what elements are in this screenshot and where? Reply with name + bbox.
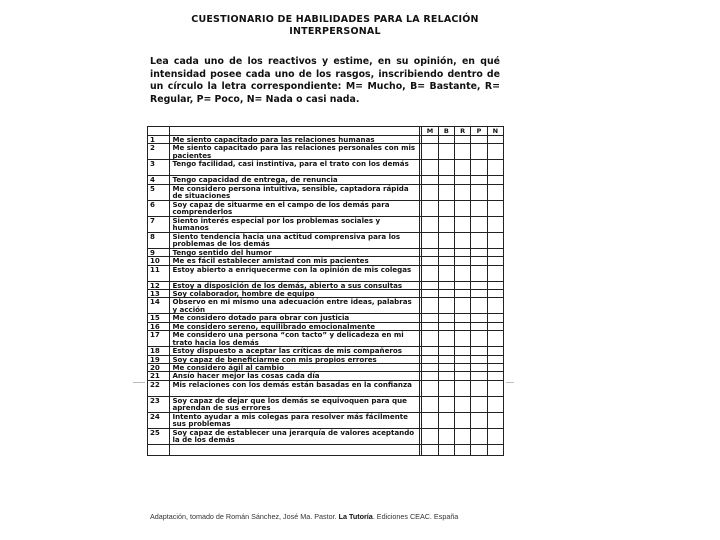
answer-cell-r[interactable] xyxy=(455,290,471,298)
question-text: Soy capaz de beneficiarme con mis propios errores xyxy=(170,355,420,363)
answer-cell-n[interactable] xyxy=(487,364,503,372)
question-number: 25 xyxy=(148,428,170,444)
answer-cell-p[interactable] xyxy=(471,322,487,330)
question-text: Siento interés especial por los problemas sociales y humanos xyxy=(170,216,420,232)
question-text: Me considero persona intuitiva, sensible, captadora rápida de situaciones xyxy=(170,184,420,200)
question-text: Soy capaz de situarme en el campo de los demás para comprenderlos xyxy=(170,200,420,216)
answer-cell-r[interactable] xyxy=(455,248,471,256)
answer-cell-b[interactable] xyxy=(438,257,454,265)
answer-cell-b[interactable] xyxy=(438,355,454,363)
question-number: 3 xyxy=(148,160,170,176)
answer-cell-p[interactable] xyxy=(471,290,487,298)
question-row xyxy=(148,232,504,248)
answer-cell-m[interactable] xyxy=(422,290,438,298)
answer-cell-n[interactable] xyxy=(487,216,503,232)
question-number: 4 xyxy=(148,176,170,184)
question-text: Tengo facilidad, casi instintiva, para el trato con los demás xyxy=(170,160,420,176)
answer-cell-p[interactable] xyxy=(471,200,487,216)
answer-cell-m[interactable] xyxy=(422,322,438,330)
question-number: 9 xyxy=(148,248,170,256)
answer-cell-m[interactable] xyxy=(422,331,438,347)
answer-cell-r[interactable] xyxy=(455,364,471,372)
answer-cell-m[interactable] xyxy=(422,248,438,256)
answer-cell-b[interactable] xyxy=(438,176,454,184)
credit-book-title: La Tutoría xyxy=(338,512,373,521)
question-text: Tengo capacidad de entrega, de renuncia xyxy=(170,176,420,184)
question-number: 5 xyxy=(148,184,170,200)
question-number: 8 xyxy=(148,232,170,248)
answer-cell-b[interactable] xyxy=(438,144,454,160)
answer-cell-b[interactable] xyxy=(438,298,454,314)
answer-cell-m[interactable] xyxy=(422,281,438,289)
answer-cell-m[interactable] xyxy=(422,380,438,396)
answer-cell-b[interactable] xyxy=(438,248,454,256)
answer-cell-p[interactable] xyxy=(471,347,487,355)
answer-cell-m[interactable] xyxy=(422,184,438,200)
question-text: Observo en mi mismo una adecuación entre ideas, palabras y acción xyxy=(170,298,420,314)
answer-cell-p[interactable] xyxy=(471,298,487,314)
header-p: P xyxy=(471,127,487,136)
question-number: 14 xyxy=(148,298,170,314)
answer-cell-m[interactable] xyxy=(422,144,438,160)
answer-cell-b[interactable] xyxy=(438,396,454,412)
question-text: Me considero una persona “con tacto” y delicadeza en mi trato hacia los demás xyxy=(170,331,420,347)
answer-cell-r[interactable] xyxy=(455,160,471,176)
answer-cell-n[interactable] xyxy=(487,232,503,248)
answer-cell-r[interactable] xyxy=(455,380,471,396)
answer-cell-r[interactable] xyxy=(455,428,471,444)
header-n: N xyxy=(487,127,503,136)
answer-cell-m[interactable] xyxy=(422,216,438,232)
answer-cell-n[interactable] xyxy=(487,380,503,396)
question-number: 15 xyxy=(148,314,170,322)
table-spacer-row xyxy=(148,444,504,455)
question-row xyxy=(148,290,504,298)
question-number: 19 xyxy=(148,355,170,363)
question-text: Me considero ágil al cambio xyxy=(170,364,420,372)
answer-cell-n[interactable] xyxy=(487,144,503,160)
answer-cell-p[interactable] xyxy=(471,176,487,184)
answer-cell-b[interactable] xyxy=(438,364,454,372)
question-row xyxy=(148,372,504,380)
question-row xyxy=(148,412,504,428)
answer-cell-b[interactable] xyxy=(438,136,454,144)
answer-cell-m[interactable] xyxy=(422,200,438,216)
answer-cell-b[interactable] xyxy=(438,380,454,396)
question-row xyxy=(148,355,504,363)
question-number: 7 xyxy=(148,216,170,232)
answer-cell-r[interactable] xyxy=(455,232,471,248)
table-header-row xyxy=(148,127,504,136)
question-text: Estoy a disposición de los demás, abierto a sus consultas xyxy=(170,281,420,289)
question-row xyxy=(148,396,504,412)
answer-cell-r[interactable] xyxy=(455,396,471,412)
question-number: 2 xyxy=(148,144,170,160)
answer-cell-p[interactable] xyxy=(471,412,487,428)
question-number: 16 xyxy=(148,322,170,330)
question-row xyxy=(148,144,504,160)
answer-cell-n[interactable] xyxy=(487,372,503,380)
answer-cell-p[interactable] xyxy=(471,355,487,363)
header-blank-cell xyxy=(170,127,420,136)
answer-cell-b[interactable] xyxy=(438,372,454,380)
question-number: 21 xyxy=(148,372,170,380)
answer-cell-m[interactable] xyxy=(422,136,438,144)
question-number: 12 xyxy=(148,281,170,289)
question-text: Soy capaz de dejar que los demás se equivoquen para que aprendan de sus errores xyxy=(170,396,420,412)
questionnaire-table xyxy=(147,126,504,456)
answer-cell-p[interactable] xyxy=(471,428,487,444)
credit-prefix: Adaptación, tomado de Román Sánchez, José Ma. Pastor. xyxy=(150,512,339,521)
question-row xyxy=(148,281,504,289)
answer-cell-n[interactable] xyxy=(487,428,503,444)
document-title xyxy=(150,14,520,38)
answer-cell-p[interactable] xyxy=(471,314,487,322)
answer-cell-p[interactable] xyxy=(471,372,487,380)
answer-cell-n[interactable] xyxy=(487,396,503,412)
answer-cell-p[interactable] xyxy=(471,136,487,144)
answer-cell-n[interactable] xyxy=(487,331,503,347)
answer-cell-b[interactable] xyxy=(438,428,454,444)
question-row xyxy=(148,331,504,347)
answer-cell-b[interactable] xyxy=(438,281,454,289)
title-line-2: INTERPERSONAL xyxy=(289,26,381,37)
answer-cell-n[interactable] xyxy=(487,136,503,144)
answer-cell-r[interactable] xyxy=(455,257,471,265)
question-number: 11 xyxy=(148,265,170,281)
answer-cell-r[interactable] xyxy=(455,355,471,363)
answer-cell-n[interactable] xyxy=(487,322,503,330)
question-text: Siento tendencia hacia una actitud comprensiva para los problemas de los demás xyxy=(170,232,420,248)
answer-cell-p[interactable] xyxy=(471,184,487,200)
answer-cell-n[interactable] xyxy=(487,314,503,322)
header-m: M xyxy=(422,127,438,136)
answer-cell-n[interactable] xyxy=(487,248,503,256)
question-number: 10 xyxy=(148,257,170,265)
question-text: Me considero dotado para obrar con justicia xyxy=(170,314,420,322)
answer-cell-p[interactable] xyxy=(471,265,487,281)
answer-cell-n[interactable] xyxy=(487,200,503,216)
question-number: 23 xyxy=(148,396,170,412)
answer-cell-m[interactable] xyxy=(422,257,438,265)
header-r: R xyxy=(455,127,471,136)
question-number: 1 xyxy=(148,136,170,144)
answer-cell-b[interactable] xyxy=(438,347,454,355)
question-row xyxy=(148,428,504,444)
answer-cell-r[interactable] xyxy=(455,331,471,347)
answer-cell-n[interactable] xyxy=(487,176,503,184)
answer-cell-p[interactable] xyxy=(471,331,487,347)
answer-cell-b[interactable] xyxy=(438,232,454,248)
answer-cell-n[interactable] xyxy=(487,298,503,314)
answer-cell-p[interactable] xyxy=(471,380,487,396)
question-text: Me considero sereno, equilibrado emocionalmente xyxy=(170,322,420,330)
answer-cell-n[interactable] xyxy=(487,290,503,298)
answer-cell-m[interactable] xyxy=(422,412,438,428)
question-text: Me siento capacitado para las relaciones personales con mis pacientes xyxy=(170,144,420,160)
question-row xyxy=(148,314,504,322)
question-row xyxy=(148,298,504,314)
answer-cell-m[interactable] xyxy=(422,176,438,184)
answer-cell-r[interactable] xyxy=(455,144,471,160)
header-b: B xyxy=(438,127,454,136)
answer-cell-r[interactable] xyxy=(455,372,471,380)
question-text: Soy colaborador, hombre de equipo xyxy=(170,290,420,298)
answer-cell-r[interactable] xyxy=(455,412,471,428)
question-row xyxy=(148,248,504,256)
question-number: 13 xyxy=(148,290,170,298)
answer-cell-r[interactable] xyxy=(455,184,471,200)
answer-cell-r[interactable] xyxy=(455,322,471,330)
answer-cell-m[interactable] xyxy=(422,232,438,248)
question-text: Ansío hacer mejor las cosas cada día xyxy=(170,372,420,380)
question-row xyxy=(148,322,504,330)
question-row xyxy=(148,136,504,144)
answer-cell-p[interactable] xyxy=(471,257,487,265)
question-text: Soy capaz de establecer una jerarquía de valores aceptando la de los demás xyxy=(170,428,420,444)
header-blank-cell xyxy=(148,127,170,136)
answer-cell-m[interactable] xyxy=(422,347,438,355)
answer-cell-n[interactable] xyxy=(487,265,503,281)
answer-cell-r[interactable] xyxy=(455,200,471,216)
questionnaire-body xyxy=(148,136,504,456)
answer-cell-n[interactable] xyxy=(487,160,503,176)
question-row xyxy=(148,265,504,281)
answer-cell-p[interactable] xyxy=(471,248,487,256)
answer-cell-m[interactable] xyxy=(422,428,438,444)
question-row xyxy=(148,216,504,232)
answer-cell-b[interactable] xyxy=(438,265,454,281)
answer-cell-m[interactable] xyxy=(422,314,438,322)
question-row xyxy=(148,160,504,176)
answer-cell-m[interactable] xyxy=(422,298,438,314)
question-row xyxy=(148,200,504,216)
answer-cell-m[interactable] xyxy=(422,372,438,380)
answer-cell-b[interactable] xyxy=(438,322,454,330)
question-text: Mis relaciones con los demás están basadas en la confianza xyxy=(170,380,420,396)
answer-cell-b[interactable] xyxy=(438,290,454,298)
answer-cell-r[interactable] xyxy=(455,176,471,184)
answer-cell-n[interactable] xyxy=(487,281,503,289)
question-text: Intento ayudar a mis colegas para resolver más fácilmente sus problemas xyxy=(170,412,420,428)
answer-cell-n[interactable] xyxy=(487,257,503,265)
question-text: Me es fácil establecer amistad con mis pacientes xyxy=(170,257,420,265)
answer-cell-r[interactable] xyxy=(455,347,471,355)
question-number: 24 xyxy=(148,412,170,428)
title-line-1: CUESTIONARIO DE HABILIDADES PARA LA RELACIÓN xyxy=(191,14,479,25)
answer-cell-m[interactable] xyxy=(422,160,438,176)
question-row xyxy=(148,257,504,265)
answer-cell-m[interactable] xyxy=(422,265,438,281)
answer-cell-n[interactable] xyxy=(487,184,503,200)
answer-cell-r[interactable] xyxy=(455,281,471,289)
question-number: 6 xyxy=(148,200,170,216)
answer-cell-b[interactable] xyxy=(438,184,454,200)
question-row xyxy=(148,364,504,372)
left-divider-line xyxy=(133,382,145,383)
answer-cell-b[interactable] xyxy=(438,412,454,428)
question-row xyxy=(148,184,504,200)
answer-cell-p[interactable] xyxy=(471,232,487,248)
answer-cell-p[interactable] xyxy=(471,160,487,176)
question-row xyxy=(148,176,504,184)
instructions-paragraph: Lea cada uno de los reactivos y estime, en su opinión, en qué intensidad posee cada uno de los rasgos, inscribiendo dentro de un círculo la letra correspondiente: M= Mucho, B= Bastante, R= Regular, P= Poco, N= Nada o casi nada. xyxy=(150,56,500,105)
answer-cell-p[interactable] xyxy=(471,144,487,160)
question-text: Estoy dispuesto a aceptar las críticas de mis compañeros xyxy=(170,347,420,355)
answer-cell-n[interactable] xyxy=(487,355,503,363)
answer-cell-p[interactable] xyxy=(471,396,487,412)
question-text: Estoy abierto a enriquecerme con la opinión de mis colegas xyxy=(170,265,420,281)
answer-cell-r[interactable] xyxy=(455,314,471,322)
answer-cell-n[interactable] xyxy=(487,347,503,355)
answer-cell-b[interactable] xyxy=(438,216,454,232)
question-number: 22 xyxy=(148,380,170,396)
source-credit xyxy=(150,512,570,521)
answer-cell-m[interactable] xyxy=(422,396,438,412)
question-number: 17 xyxy=(148,331,170,347)
question-text: Me siento capacitado para las relaciones humanas xyxy=(170,136,420,144)
answer-cell-p[interactable] xyxy=(471,364,487,372)
right-divider-line xyxy=(506,382,514,383)
answer-cell-b[interactable] xyxy=(438,314,454,322)
answer-cell-b[interactable] xyxy=(438,160,454,176)
answer-cell-b[interactable] xyxy=(438,331,454,347)
answer-cell-n[interactable] xyxy=(487,412,503,428)
answer-cell-r[interactable] xyxy=(455,265,471,281)
answer-cell-r[interactable] xyxy=(455,216,471,232)
answer-cell-p[interactable] xyxy=(471,216,487,232)
answer-cell-p[interactable] xyxy=(471,281,487,289)
question-number: 18 xyxy=(148,347,170,355)
question-row xyxy=(148,380,504,396)
answer-cell-m[interactable] xyxy=(422,355,438,363)
credit-suffix: . Ediciones CEAC. España xyxy=(372,512,459,521)
answer-cell-b[interactable] xyxy=(438,200,454,216)
question-row xyxy=(148,347,504,355)
answer-cell-r[interactable] xyxy=(455,136,471,144)
answer-cell-r[interactable] xyxy=(455,298,471,314)
question-text: Tengo sentido del humor xyxy=(170,248,420,256)
answer-cell-m[interactable] xyxy=(422,364,438,372)
question-number: 20 xyxy=(148,364,170,372)
